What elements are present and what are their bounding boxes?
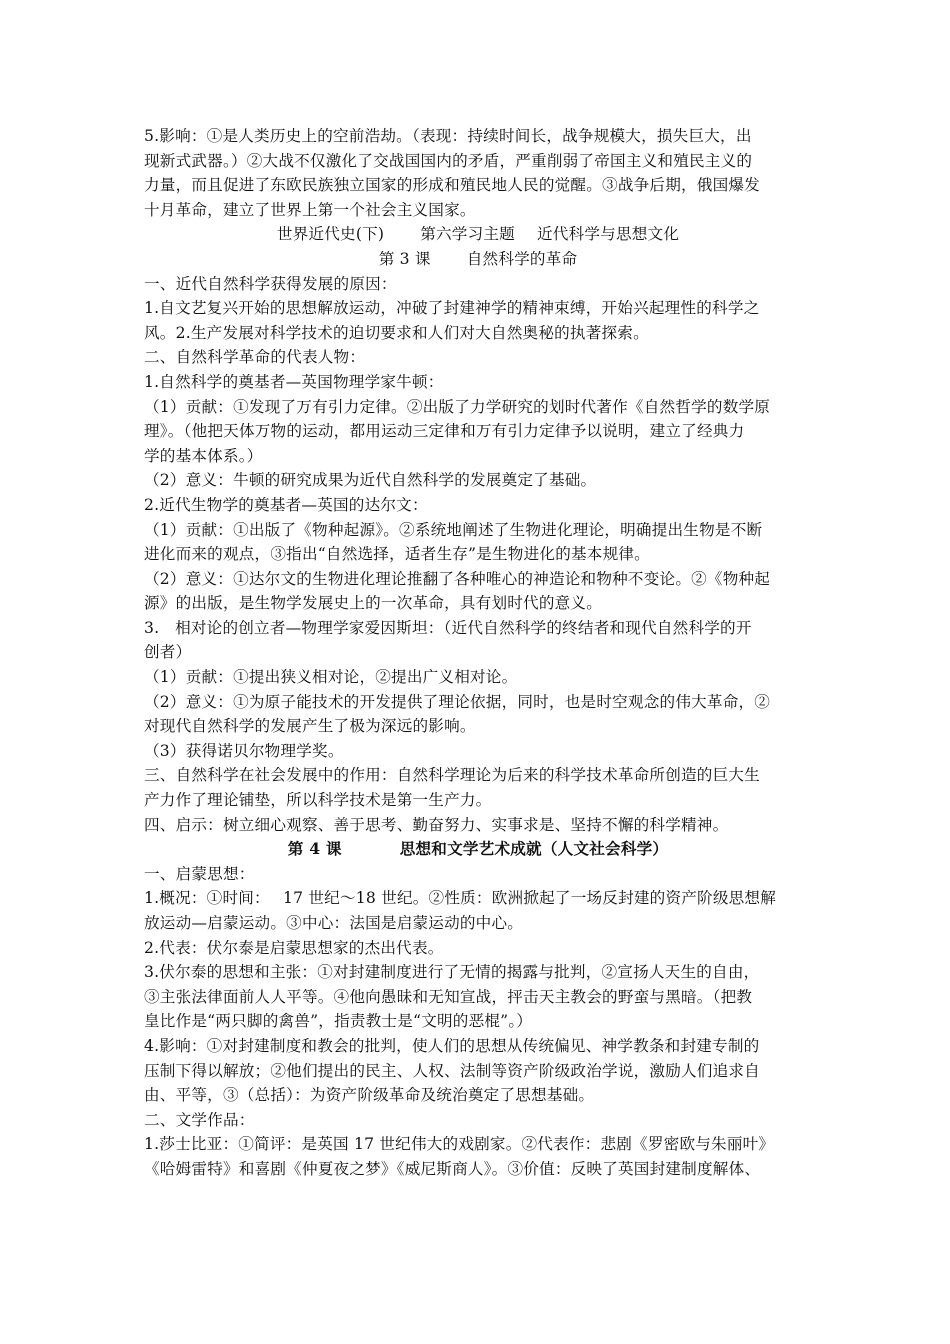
text-line: 力量，而且促进了东欧民族独立国家的形成和殖民地人民的觉醒。③战争后期，俄国爆发 — [144, 176, 760, 195]
lesson-3-heading — [144, 247, 812, 272]
text-line: 现新式武器。）②大战不仅激化了交战国国内的矛盾，严重削弱了帝国主义和殖民主义的 — [144, 151, 753, 170]
text-line: 2.代表：伏尔泰是启蒙思想家的杰出代表。 — [144, 938, 444, 957]
text-line: 风。2.生产发展对科学技术的迫切要求和人们对大自然奥秘的执著探索。 — [144, 323, 649, 342]
document-page — [144, 124, 812, 1182]
lesson-3-number: 第 3 课 — [378, 249, 431, 268]
text-line: 二、文学作品： — [144, 1110, 255, 1129]
section-ww1-impact — [144, 124, 812, 222]
lesson-4-number: 第 4 课 — [287, 839, 342, 859]
text-line: 十月革命，建立了世界上第一个社会主义国家。 — [144, 200, 476, 219]
text-line: 2.近代生物学的奠基者—英国的达尔文： — [144, 495, 428, 514]
lesson-4-heading — [144, 837, 812, 862]
text-line: （2）意义：①达尔文的生物进化理论推翻了各种唯心的神造论和物种不变论。②《物种起 — [144, 569, 771, 588]
unit-header — [144, 222, 812, 247]
text-line: 一、启蒙思想： — [144, 864, 255, 883]
section-lesson-3 — [144, 272, 812, 838]
text-line: 5.影响：①是人类历史上的空前浩劫。（表现：持续时间长，战争规模大，损失巨大，出 — [144, 127, 752, 145]
text-line: 源》的出版，是生物学发展史上的一次革命，具有划时代的意义。 — [144, 594, 603, 613]
text-line: 4.影响：①对封建制度和教会的批判，使人们的思想从传统偏见、神学教条和封建专制的 — [144, 1036, 760, 1055]
text-line: （3）获得诺贝尔物理学奖。 — [144, 741, 344, 760]
text-line: 3. 相对论的创立者—物理学家爱因斯坦：（近代自然科学的终结者和现代自然科学的开 — [144, 618, 752, 637]
text-line: （2）意义：①为原子能技术的开发提供了理论依据，同时，也是时空观念的伟大革命，② — [144, 692, 771, 711]
text-line: 1.莎士比亚：①简评：是英国 17 世纪伟大的戏剧家。②代表作：悲剧《罗密欧与朱丽叶》 — [144, 1135, 775, 1154]
text-line: （1）贡献：①出版了《物种起源》。②系统地阐述了生物进化理论，明确提出生物是不断 — [144, 520, 763, 539]
text-line: 创者） — [144, 643, 192, 662]
text-line: 皇比作是“两只脚的禽兽”，指责教士是“文明的恶棍”。） — [144, 1012, 533, 1031]
text-line: 1.自然科学的奠基者—英国物理学家牛顿： — [144, 372, 444, 391]
text-line: 放运动—启蒙运动。③中心：法国是启蒙运动的中心。 — [144, 914, 524, 932]
text-line: 压制下得以解放；②他们提出的民主、人权、法制等资产阶级政治学说，激励人们追求自 — [144, 1061, 760, 1080]
text-line: 由、平等，③（总括）：为资产阶级革命及统治奠定了思想基础。 — [144, 1086, 595, 1105]
unit-header-part2: 第六学习主题 — [420, 225, 515, 244]
lesson-3-title: 自然科学的革命 — [466, 249, 578, 268]
text-line: 学的基本体系。） — [144, 446, 263, 465]
text-line: （1）贡献：①发现了万有引力定律。②出版了力学研究的划时代著作《自然哲学的数学原 — [144, 397, 771, 416]
text-line: 四、启示：树立细心观察、善于思考、勤奋努力、实事求是、坚持不懈的科学精神。 — [144, 815, 729, 834]
text-line: 二、自然科学革命的代表人物： — [144, 348, 366, 367]
text-line: 1.概况：①时间： 17 世纪～18 世纪。②性质：欧洲掀起了一场反封建的资产阶级思想解 — [144, 889, 777, 908]
text-line: 理》。（他把天体万物的运动，都用运动三定律和万有引力定律予以说明，建立了经典力 — [144, 422, 745, 441]
text-line: 三、自然科学在社会发展中的作用：自然科学理论为后来的科学技术革命所创造的巨大生 — [144, 766, 760, 785]
section-lesson-4 — [144, 862, 812, 1182]
text-line: 产力作了理论铺垫，所以科学技术是第一生产力。 — [144, 791, 492, 810]
text-line: 《哈姆雷特》和喜剧《仲夏夜之梦》《威尼斯商人》。③价值：反映了英国封建制度解体、 — [144, 1159, 761, 1178]
text-line: 1.自文艺复兴开始的思想解放运动，冲破了封建神学的精神束缚，开始兴起理性的科学之 — [144, 299, 760, 318]
unit-header-part3: 近代科学与思想文化 — [536, 225, 680, 244]
text-line: ③主张法律面前人人平等。④他向愚昧和无知宣战，抨击天主教会的野蛮与黑暗。（把教 — [144, 987, 753, 1006]
text-line: （2）意义：牛顿的研究成果为近代自然科学的发展奠定了基础。 — [144, 471, 597, 490]
text-line: （1）贡献：①提出狭义相对论，②提出广义相对论。 — [144, 668, 518, 687]
text-line: 3.伏尔泰的思想和主张：①对封建制度进行了无情的揭露与批判，②宣扬人天生的自由， — [144, 963, 760, 982]
text-line: 进化而来的观点，③指出“自然选择，适者生存”是生物进化的基本规律。 — [144, 545, 650, 564]
unit-header-part1: 世界近代史(下) — [276, 225, 385, 244]
text-line: 对现代自然科学的发展产生了极为深远的影响。 — [144, 717, 476, 736]
text-line: 一、近代自然科学获得发展的原因： — [144, 274, 397, 293]
lesson-4-title: 思想和文学艺术成就（人文社会科学） — [399, 839, 669, 859]
